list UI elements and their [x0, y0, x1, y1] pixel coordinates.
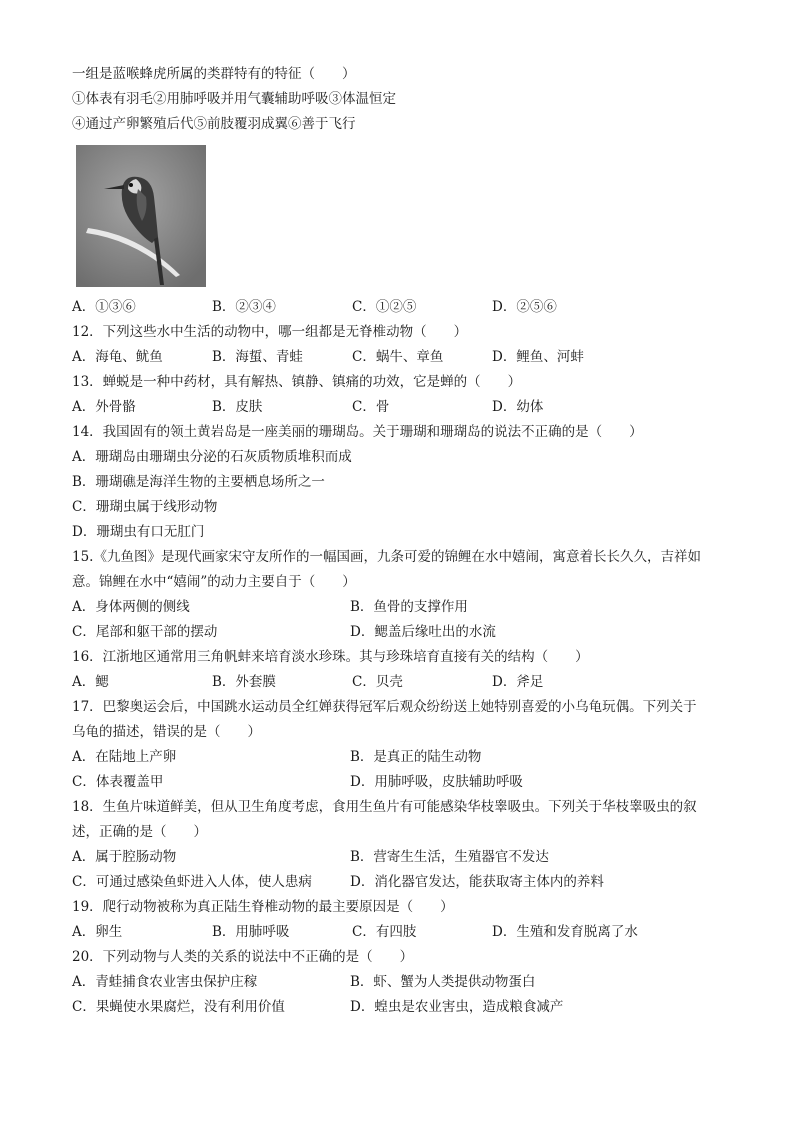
- option-d: D．用肺呼吸，皮肤辅助呼吸: [350, 774, 523, 790]
- option-a: A．青蛙捕食农业害虫保护庄稼: [72, 974, 258, 990]
- question-stem: 15.《九鱼图》是现代画家宋守友所作的一幅国画，九条可爱的锦鲤在水中嬉闹，寓意着长长久久，吉祥如: [72, 549, 701, 565]
- question-block: [72, 645, 732, 695]
- question-11-stem: 一组是蓝喉蜂虎所属的类群特有的特征（ ）: [72, 66, 356, 82]
- option-b: B．海蜇、青蛙: [212, 349, 303, 365]
- option-row: [72, 770, 732, 795]
- option-d: D．幼体: [492, 399, 544, 415]
- option-d: D．消化器官发达，能获取寄主体内的养料: [350, 874, 604, 890]
- question-block: [72, 795, 732, 895]
- option-d: D．鲤鱼、河蚌: [492, 349, 584, 365]
- bee-eater-photo: [76, 145, 206, 287]
- question-block: [72, 320, 732, 370]
- option-a: A．外骨骼: [72, 399, 136, 415]
- option-row: [72, 970, 732, 995]
- question-stem: 20．下列动物与人类的关系的说法中不正确的是（ ）: [72, 949, 414, 965]
- option-a: A．鳃: [72, 674, 109, 690]
- question-stem: 19．爬行动物被称为真正陆生脊椎动物的最主要原因是（ ）: [72, 899, 454, 915]
- option-c: C．贝壳: [352, 674, 403, 690]
- option-row: [72, 870, 732, 895]
- question-stem: 17．巴黎奥运会后，中国跳水运动员全红婵获得冠军后观众纷纷送上她特别喜爱的小乌龟玩偶。下列关于: [72, 699, 697, 715]
- option-d: D．斧足: [492, 674, 544, 690]
- option-a: A．身体两侧的侧线: [72, 599, 190, 615]
- option-c: C．珊瑚虫属于线形动物: [72, 499, 218, 515]
- question-11-features-1: ①体表有羽毛②用肺呼吸并用气囊辅助呼吸③体温恒定: [72, 91, 396, 107]
- question-list: [72, 320, 732, 1020]
- option-row: [72, 745, 732, 770]
- option-d: D．②⑤⑥: [492, 299, 557, 315]
- option-row: [72, 595, 732, 620]
- question-block: [72, 695, 732, 795]
- option-b: B．鱼骨的支撑作用: [350, 599, 468, 615]
- option-b: B．②③④: [212, 299, 276, 315]
- option-c: C．果蝇使水果腐烂，没有利用价值: [72, 999, 285, 1015]
- option-c: C．尾部和躯干部的摆动: [72, 624, 218, 640]
- question-stem: 13．蝉蜕是一种中药材，具有解热、镇静、镇痛的功效，它是蝉的（ ）: [72, 374, 522, 390]
- option-d: D．珊瑚虫有口无肛门: [72, 524, 205, 540]
- option-c: C．蜗牛、章鱼: [352, 349, 444, 365]
- option-row: [72, 620, 732, 645]
- question-stem: 12．下列这些水中生活的动物中，哪一组都是无脊椎动物（ ）: [72, 324, 468, 340]
- option-c: C．可通过感染鱼虾进入人体，使人患病: [72, 874, 312, 890]
- option-b: B．皮肤: [212, 399, 263, 415]
- option-b: B．用肺呼吸: [212, 924, 290, 940]
- question-block: [72, 895, 732, 945]
- question-stem: 述，正确的是（ ）: [72, 824, 207, 840]
- option-a: A．海龟、鱿鱼: [72, 349, 163, 365]
- question-11: [72, 62, 732, 320]
- option-b: B．珊瑚礁是海洋生物的主要栖息场所之一: [72, 474, 325, 490]
- option-b: B．虾、蟹为人类提供动物蛋白: [350, 974, 536, 990]
- option-a: A．珊瑚岛由珊瑚虫分泌的石灰质物质堆积而成: [72, 449, 352, 465]
- option-d: D．蝗虫是农业害虫，造成粮食减产: [350, 999, 564, 1015]
- question-stem: 意。锦鲤在水中“嬉闹”的动力主要自于（ ）: [72, 574, 356, 590]
- question-stem: 18．生鱼片味道鲜美，但从卫生角度考虑，食用生鱼片有可能感染华枝睾吸虫。下列关于华枝睾吸虫的叙: [72, 799, 697, 815]
- option-row: [72, 845, 732, 870]
- question-11-options: [72, 295, 732, 320]
- question-stem: 16．江浙地区通常用三角帆蚌来培育淡水珍珠。其与珍珠培育直接有关的结构（ ）: [72, 649, 589, 665]
- question-block: [72, 420, 732, 545]
- option-a: A．①③⑥: [72, 299, 136, 315]
- question-block: [72, 545, 732, 645]
- bird-on-branch-icon: [76, 145, 206, 287]
- option-b: B．是真正的陆生动物: [350, 749, 482, 765]
- question-stem: 14．我国固有的领土黄岩岛是一座美丽的珊瑚岛。关于珊瑚和珊瑚岛的说法不正确的是（ ）: [72, 424, 643, 440]
- option-a: A．属于腔肠动物: [72, 849, 177, 865]
- option-a: A．在陆地上产卵: [72, 749, 177, 765]
- question-block: [72, 370, 732, 420]
- option-row: [72, 670, 732, 695]
- question-11-features-2: ④通过产卵繁殖后代⑤前肢覆羽成翼⑥善于飞行: [72, 116, 356, 132]
- option-b: B．营寄生生活，生殖器官不发达: [350, 849, 549, 865]
- option-d: D．鳃盖后缘吐出的水流: [350, 624, 496, 640]
- question-stem: 乌龟的描述，错误的是（ ）: [72, 724, 261, 740]
- option-b: B．外套膜: [212, 674, 276, 690]
- exam-page: [72, 62, 732, 1020]
- option-c: C．体表覆盖甲: [72, 774, 164, 790]
- option-row: [72, 995, 732, 1020]
- question-block: [72, 945, 732, 1020]
- option-row: [72, 920, 732, 945]
- option-c: C．骨: [352, 399, 390, 415]
- option-d: D．生殖和发育脱离了水: [492, 924, 638, 940]
- option-row: [72, 345, 732, 370]
- option-row: [72, 395, 732, 420]
- option-a: A．卵生: [72, 924, 123, 940]
- option-c: C．①②⑤: [352, 299, 417, 315]
- option-c: C．有四肢: [352, 924, 417, 940]
